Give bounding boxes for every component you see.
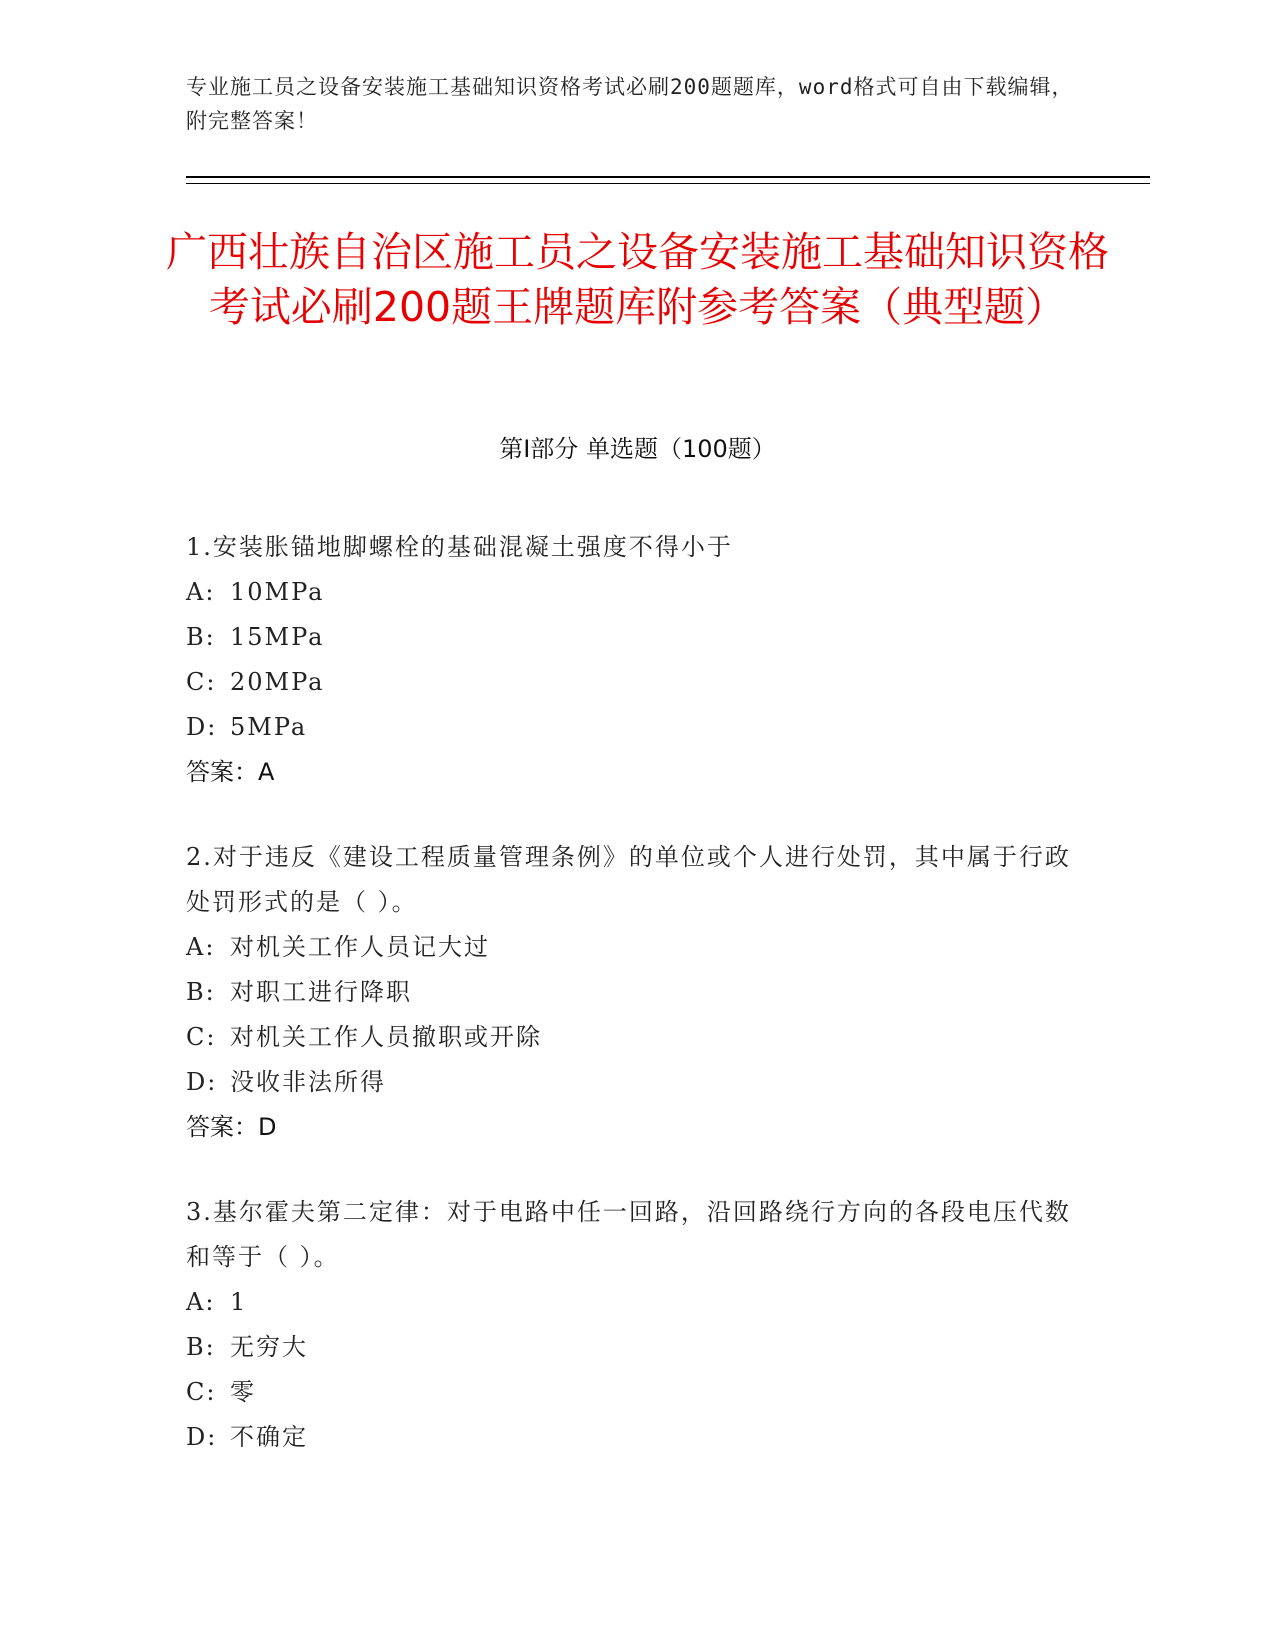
question-list — [186, 525, 1086, 1500]
option-c — [186, 1370, 1086, 1415]
option-text: 10MPa — [230, 578, 325, 606]
option-d — [186, 1415, 1086, 1460]
option-text: 20MPa — [230, 668, 325, 696]
question-1 — [186, 525, 1086, 795]
option-text: 1 — [230, 1288, 248, 1316]
option-b — [186, 1325, 1086, 1370]
answer-label: 答案：D — [186, 1113, 277, 1141]
option-text: 零 — [230, 1378, 256, 1406]
question-2 — [186, 835, 1086, 1150]
option-text: 无穷大 — [230, 1333, 308, 1361]
option-text: 不确定 — [230, 1423, 308, 1451]
answer-label: 答案：A — [186, 758, 275, 786]
option-key: C: — [186, 1023, 217, 1051]
option-b — [186, 970, 1086, 1015]
option-text: 没收非法所得 — [230, 1068, 386, 1096]
section-title: 第Ⅰ部分 单选题（100题） — [499, 435, 776, 463]
option-a — [186, 570, 1086, 615]
option-key: A: — [186, 578, 216, 606]
question-3 — [186, 1190, 1086, 1460]
option-c — [186, 660, 1086, 705]
option-text: 15MPa — [230, 623, 325, 651]
option-key: B: — [186, 623, 216, 651]
option-key: B: — [186, 1333, 216, 1361]
option-c — [186, 1015, 1086, 1060]
option-a — [186, 925, 1086, 970]
option-key: A: — [186, 933, 216, 961]
option-text: 对职工进行降职 — [230, 978, 412, 1006]
option-key: D: — [186, 1423, 218, 1451]
option-text: 5MPa — [230, 713, 308, 741]
header-rule-thick — [186, 176, 1150, 178]
option-text: 对机关工作人员记大过 — [230, 933, 490, 961]
option-key: A: — [186, 1288, 216, 1316]
document-title: 广西壮族自治区施工员之设备安装施工基础知识资格考试必刷200题王牌题库附参考答案（典型题） — [166, 228, 1109, 331]
option-key: C: — [186, 1378, 217, 1406]
option-a — [186, 1280, 1086, 1325]
question-stem: 3.基尔霍夫第二定律：对于电路中任一回路，沿回路绕行方向的各段电压代数和等于（ ）。 — [186, 1198, 1071, 1271]
option-d — [186, 1060, 1086, 1105]
option-key: D: — [186, 713, 218, 741]
question-stem: 1.安装胀锚地脚螺栓的基础混凝土强度不得小于 — [186, 533, 733, 561]
option-key: B: — [186, 978, 216, 1006]
option-text: 对机关工作人员撤职或开除 — [230, 1023, 542, 1051]
option-key: C: — [186, 668, 217, 696]
option-b — [186, 615, 1086, 660]
option-d — [186, 705, 1086, 750]
question-stem: 2.对于违反《建设工程质量管理条例》的单位或个人进行处罚，其中属于行政处罚形式的是（ ）。 — [186, 843, 1071, 916]
header-rule-thin — [186, 183, 1150, 184]
option-key: D: — [186, 1068, 218, 1096]
header-note: 专业施工员之设备安装施工基础知识资格考试必刷200题题库，word格式可自由下载编辑，附完整答案！ — [186, 75, 1074, 133]
